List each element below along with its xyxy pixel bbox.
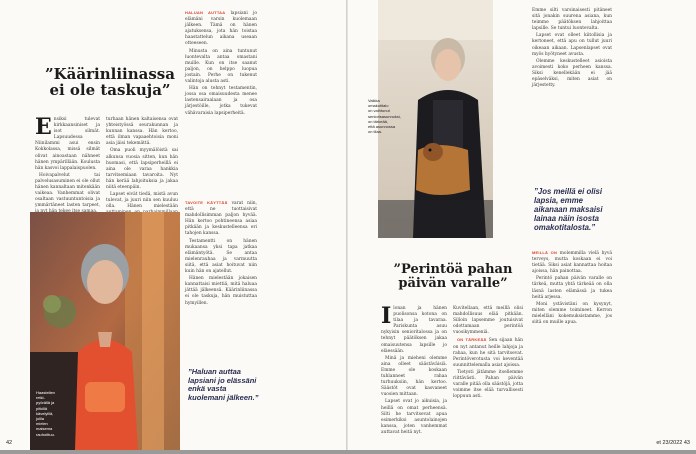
lead-in: TAVOITE KÄYTTÄÄ (185, 200, 228, 205)
dropcap-e: E (35, 114, 52, 140)
paragraph: Emme silti varsinaisesti pitäneet sitä jonakin suurena asiana, kun teimme päätöksen lahjoittaa lapsille. Se tuntui luontevalta. (532, 8, 612, 32)
paragraph: Olemme keskustelleet asioista avoimesti koko perheen kanssa. Siksi kenellekään ei jää epäselväksi, miten asiat on järjestetty. (532, 58, 612, 89)
left-column-2 (106, 117, 178, 217)
lead-in: ON TÄRKEÄÄ (457, 337, 487, 343)
paragraph: TAVOITE KÄYTTÄÄ varat niin, että ne tuottaisivat mahdollisimman paljon hyvää. Hän kertoo pohtineensa asiaa pitkään ja keskustelleensa eri tahojen kanssa. (185, 200, 257, 237)
paragraph: lonan ja hänen puolisonsa kotona on tilaa ja tavaraa. Pariskunta asuu nykyisin senioritalossa ja on tehnyt päätöksen jakaa omaisuutensa lapsille jo eläessään. (381, 306, 447, 354)
paragraph: ON TÄRKEÄÄ Sen sijaan hän on nyt antanut heille lahjoja ja rahaa, kun he sitä tarvitsevat. Perintöverotusta voi keventää suunnittelemalla asiat ajoissa. (453, 337, 523, 368)
paragraph: Moni ystävistäni on kysynyt, miten olemme toimineet. Kerron mielelläni kokemuksistamme, jos siitä on muille apua. (532, 301, 612, 326)
paragraph: Hoivapalvelut tai palvelusasuminen ei ole ollut hänen kannaltaan mitenkään vaikeaa. Vanhemmat olivat osaltaan vastuuntuntoisia ja ymmärtäneet lasten tarpeet, (35, 172, 100, 209)
paragraph: Minä ja mieheni olemme aina olleet säästäväisiä. Emme ole koskaan tuhlanneet rahaa turhuuksiin, hän kertoo. Säästöt ovat kasvaneet vuosien mittaan. (381, 355, 447, 398)
lead-in: MEILLÄ ON (532, 250, 558, 255)
paragraph: Oma puoli myymälöistä sai alkunsa vuosia sitten, kun hän huomasi, että lapsiperheillä ei aina ole varaa hankkia tarvitsemiaan tavaroita. Nyt hän kerää lahjoituksia ja jakaa niitä eteenpäin. (106, 148, 178, 191)
paragraph: Tietysti jätämme itsellemme riittävästi. Pahan päivän varalle pitää olla säästöjä, jotta voimme itse elää turvallisesti loppuun asti. (453, 369, 523, 400)
paragraph: Minusta on aina tuntunut luontevalta antaa omastani muille. Kun on itse saanut paljon, on helppo luopua jostain. Perhe on tukenut valintoja alusta asti. (185, 48, 257, 85)
left-headline: ”Käärinliinassa ei ole taskuja” (45, 65, 175, 99)
left-pull-quote: ”Haluan auttaa lapsiani jo elässäni enkä vasta kuolemani jälkeen.” (188, 367, 259, 402)
right-headline: ”Perintöä pahan päivän varalle” (393, 262, 513, 291)
left-column-3b (185, 200, 257, 380)
right-column-1 (381, 303, 447, 446)
right-pull-quote: ”Jos meillä ei olisi lapsia, emme aikanaan maksaisi lainaa näin isosta omakotitalosta.” (534, 187, 603, 232)
paragraph: Lapset ovat olleet kiitollisia ja kertoneet, että apu on tullut juuri oikeaan aikaan. Lapsenlapset ovat myös hyötyneet avusta. (532, 33, 612, 57)
left-page (0, 0, 347, 450)
paragraph: HALUAN AUTTAA lapsiani jo elämäni varsin kuolemaan jälkeen. Tämä on hänen ajatuksensa, jota hän toistaa haastattelun aikana useaan otteeseen. (185, 10, 257, 47)
left-photo-caption: Haastellen retki- pyörällä ja pitkillä kävelyillä, joilla mielen maisema rauhoittuu. (36, 390, 55, 437)
paragraph: Hänen mielestään jokaisen kannattaisi miettiä, mitä haluaa jättää jälkeensä. Käärinliinassa ei ole taskuja, hän muistuttaa hymyillen. (185, 276, 257, 306)
paragraph: nsiksi tulevat kirkkaansiniset ja isot silmät. Lapsuudessa Niinilammi asui ensin Kokkolassa, missä silmät olivat ainoastaan nähneet hänen ympärillään. Koulusta hän kasvoi lappalaispuolen. (35, 117, 100, 171)
paragraph: Testamentti on hänen mukaansa yksi tapa jatkaa elämäntyötä. Se antaa mielenrauhaa ja varmuutta siitä, että asiat hoituvat niin kuin hän on ajatellut. (185, 238, 257, 275)
paragraph: Kuvitellaan, että meillä olisi mahdollisuus elää pitkään. Silloin lapsemme joutuisivat odottamaan perintöä vuosikymmeniä. (453, 306, 523, 336)
paragraph: Perintö pahan päivän varalle on tärkeä, mutta yhtä tärkeää on olla läsnä lasten elämässä ja tukea heitä arjessa. (532, 276, 612, 300)
paragraph: MEILLÄ ON molemmilla vielä hyvä terveys, mutta koskaan ei voi tietää. Siksi asiat kannattaa hoitaa ajoissa, hän painottaa. (532, 250, 612, 275)
lead-in: HALUAN AUTTAA (185, 10, 226, 15)
left-column-3 (185, 10, 257, 210)
portrait-photo-woman-with-dog (368, 0, 493, 238)
right-column-3b (532, 250, 612, 440)
paragraph: Hän on tehnyt testamentin, jossa osa omaisuudesta menee lastensairaalaan ja osa järjestöille, jotka tukevat vähävaraisia lapsiperheitä. (185, 86, 257, 116)
right-page (348, 0, 696, 450)
page-number-left: 42 (6, 440, 13, 446)
right-column-2 (453, 306, 523, 446)
right-photo-caption: Vaikka omakotitalo on vaihtunut seniorisasunnoksi, on tärkeää, että asunnossa on tilaa. (368, 98, 401, 135)
portrait-photo-woman (30, 212, 180, 450)
paragraph: turhaan hänen kaltaisensa ovat yhteistyössä seurakunnan ja kunnan kanssa. Hän kertoo, että ilman vapaaehtoisia moni asia jäisi tekemättä. (106, 117, 178, 147)
paragraph: Lapset ovat jo aikuisia, ja heillä on omat perheensä. Silti he tarvitsevat apua esimerkiksi asuntolainojen kanssa, joten vanhemmat auttavat heitä nyt. (381, 399, 447, 435)
right-column-3 (532, 8, 612, 178)
page-number-right: et 23/2022 43 (656, 440, 690, 446)
paragraph: Lapset eivät tiedä, mistä avun tulevat, ja juuri niin sen kuuluu olla. Hänen mielestään (106, 192, 178, 210)
dropcap-i: I (381, 303, 392, 329)
